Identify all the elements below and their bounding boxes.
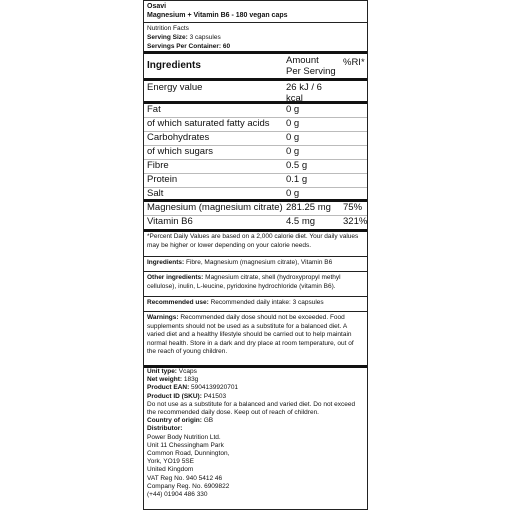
- distributor-line: Common Road, Dunnington,: [147, 450, 230, 458]
- net-weight-value: 183g: [182, 376, 199, 384]
- substitute-note: Do not use as a substitute for a balanced and varied diet. Do not exceed the recommended daily dose. Keep out of reach of children.: [147, 400, 356, 417]
- footnote: *Percent Daily Values are based on a 2,000 calorie diet. Your daily values may be higher or lower depending on your calorie needs.: [147, 233, 359, 249]
- ingredients-value: Fibre, Magnesium (magnesium citrate), Vitamin B6: [184, 259, 333, 266]
- warnings-text: [147, 314, 364, 357]
- servings-container-value: 60: [222, 43, 231, 50]
- net-weight-label: Net weight:: [147, 376, 183, 384]
- row-ri: 75%: [343, 202, 363, 213]
- origin-value: GB: [201, 417, 214, 425]
- col-amount: [286, 55, 336, 77]
- row-name: Carbohydrates: [147, 132, 210, 143]
- divider: [144, 311, 367, 312]
- distributor-line: Power Body Nutrition Ltd.: [147, 433, 221, 441]
- recommended-use-value: Recommended daily intake: 3 capsules: [208, 299, 324, 306]
- serving-size-value: 3 capsules: [189, 34, 221, 41]
- ean-value: 5904139920701: [189, 384, 239, 392]
- distributor-line: Unit 11 Chessingham Park: [147, 441, 224, 449]
- ingredients-text: [147, 259, 364, 268]
- row-name: Energy value: [147, 82, 203, 93]
- distributor-line: York, YO19 5SE: [147, 458, 194, 466]
- row-amount: 4.5 mg: [286, 216, 316, 227]
- recommended-use-label: Recommended use:: [147, 299, 209, 306]
- other-ingredients-text: [147, 274, 364, 291]
- col-ingredients: Ingredients: [147, 60, 201, 71]
- divider: [144, 101, 367, 104]
- sku-label: Product ID (SKU):: [147, 392, 202, 400]
- divider: [144, 78, 367, 81]
- recommended-use-text: [147, 299, 364, 308]
- row-amount: 0 g: [286, 188, 300, 199]
- warnings-label: Warnings:: [147, 314, 179, 321]
- divider: [144, 51, 367, 54]
- label-header: [144, 2, 367, 20]
- row-name: Protein: [147, 174, 178, 185]
- divider: [144, 173, 367, 174]
- distributor-line: United Kingdom: [147, 466, 194, 474]
- row-amount: 26 kJ / 6 kcal: [286, 82, 322, 104]
- brand-name: Osavi: [147, 3, 167, 10]
- divider: [144, 187, 367, 188]
- ingredients-label: Ingredients:: [147, 259, 185, 266]
- divider: [144, 22, 367, 23]
- row-name: Vitamin B6: [147, 216, 193, 227]
- row-amount: 0 g: [286, 104, 300, 115]
- distributor-line: VAT Reg No. 940 5412 46: [147, 474, 223, 482]
- product-name: Magnesium + Vitamin B6 - 180 vegan caps: [147, 12, 288, 19]
- other-ingredients-value: Magnesium citrate, shell (hydroxypropyl methyl cellulose), inulin, L-leucine, pyridoxine hydrochloride (vitamin B6).: [147, 274, 341, 290]
- row-ri: 321%: [343, 216, 368, 227]
- divider: [144, 271, 367, 272]
- sku-value: P41503: [201, 392, 227, 400]
- warnings-value: Recommended daily dose should not be exceeded. Food supplements should not be used as a substitute for a balanced diet. A varied diet and a healthy lifestyle should be carried out to help maintain normal health. Store in a dark and dry place at room temperature, out of the reach of young children.: [147, 314, 354, 355]
- nutrition-label: [143, 0, 368, 510]
- divider: [144, 296, 367, 297]
- row-name: Magnesium (magnesium citrate): [147, 202, 283, 213]
- divider: [144, 229, 367, 232]
- other-ingredients-label: Other ingredients:: [147, 274, 204, 281]
- divider: [144, 256, 367, 257]
- row-amount: 0.1 g: [286, 174, 308, 185]
- row-amount: 0 g: [286, 146, 300, 157]
- origin-label: Country of origin:: [147, 417, 202, 425]
- row-name: of which sugars: [147, 146, 214, 157]
- distributor-line: Company Reg. No. 6909822: [147, 482, 230, 490]
- col-amount-line2: Per Serving: [286, 66, 336, 77]
- unit-type-label: Unit type:: [147, 368, 177, 375]
- distributor-label: Distributor:: [147, 425, 183, 433]
- row-amount: 0 g: [286, 118, 300, 129]
- ean-label: Product EAN:: [147, 384, 190, 392]
- facts-heading: Nutrition Facts: [147, 25, 189, 32]
- col-amount-line1: Amount: [286, 55, 319, 66]
- table-header: [147, 55, 364, 77]
- serving-info: [144, 24, 367, 51]
- serving-size-label: Serving Size:: [147, 34, 188, 41]
- row-name: Fat: [147, 104, 161, 115]
- row-amount: 281.25 mg: [286, 202, 331, 213]
- distributor-line: (+44) 01904 486 330: [147, 491, 208, 499]
- col-ri: %RI*: [343, 57, 365, 68]
- row-amount: 0 g: [286, 132, 300, 143]
- row-name: of which saturated fatty acids: [147, 118, 270, 129]
- unit-type-value: Vcaps: [176, 368, 197, 375]
- row-amount: 0.5 g: [286, 160, 308, 171]
- divider: [144, 159, 367, 160]
- servings-container-label: Servings Per Container:: [147, 43, 222, 50]
- row-name: Salt: [147, 188, 164, 199]
- product-info: [147, 368, 364, 499]
- row-name: Fibre: [147, 160, 169, 171]
